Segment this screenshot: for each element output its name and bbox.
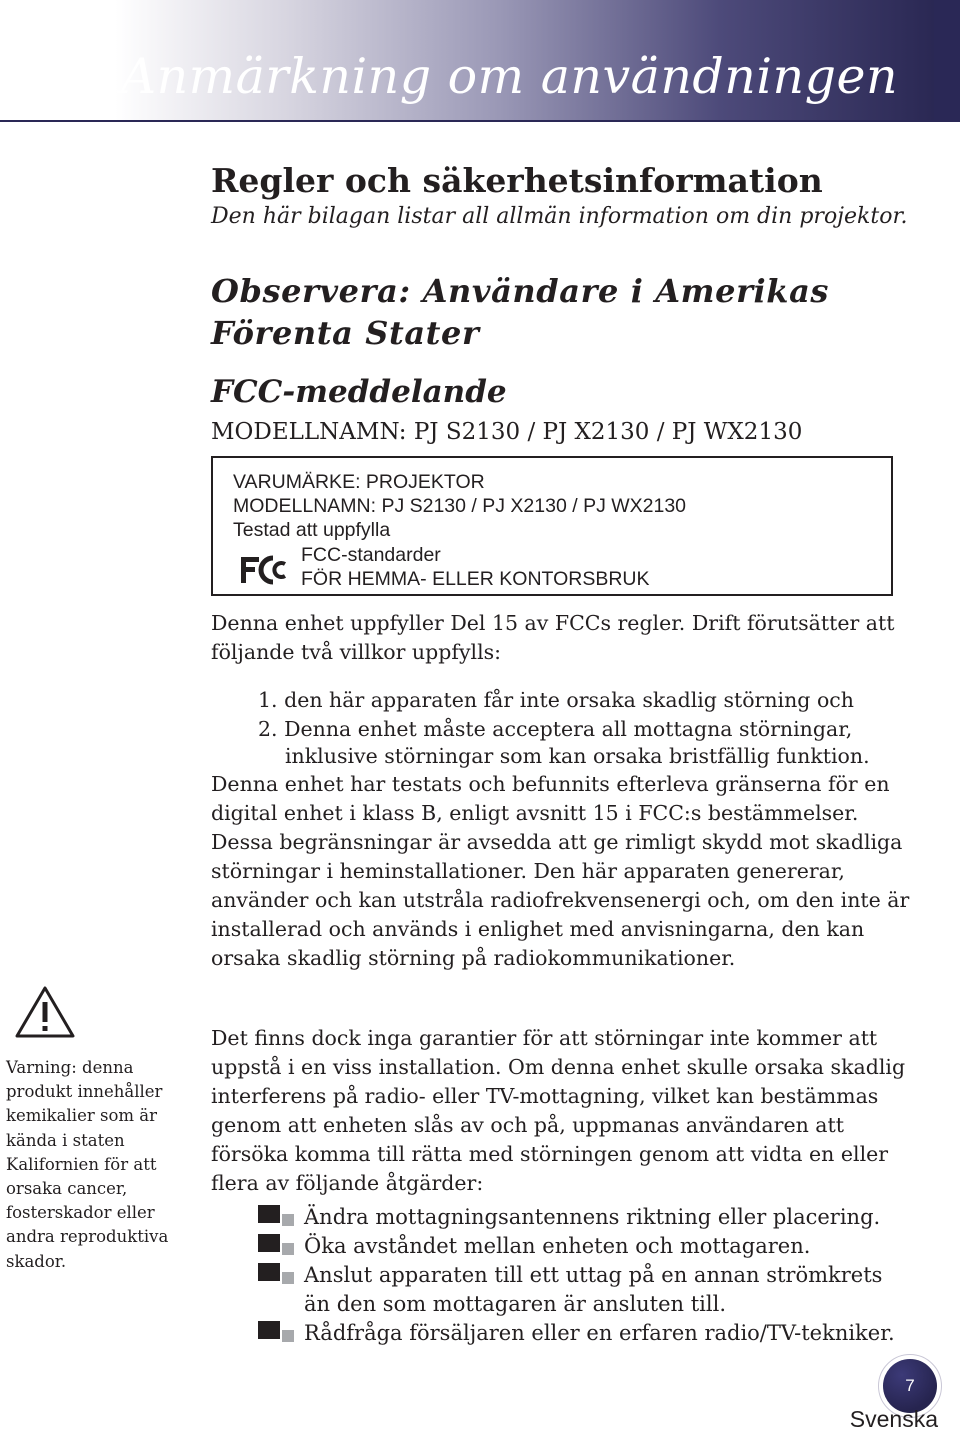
bullet-square-small-icon [282,1272,294,1284]
fcc-compliance-box [211,456,893,596]
header-rule [0,120,960,122]
bullet-square-icon [258,1321,280,1339]
fcc-box-trademark: VARUMÄRKE: PROJEKTOR [233,471,485,493]
list-item-text: Ändra mottagningsantennens riktning eller placering. [304,1205,881,1229]
fcc-box-standards: FCC-standarder [301,544,441,566]
fcc-logo-icon [239,554,289,586]
bullet-square-icon [258,1263,280,1281]
warning-note: Varning: denna produkt innehåller kemikalier som är kända i staten Kalifornien för att orsaka cancer, fosterskador eller andra reproduktiva skador. [6,1058,169,1271]
list-item-text: Rådfråga försäljaren eller en erfaren radio/TV-tekniker. [304,1321,895,1345]
class-b-paragraph: Denna enhet har testats och befunnits efterleva gränserna för en digital enhet i klass B, enligt avsnitt 15 i FCC:s bestämmelser. Dessa begränsningar är avsedda att ge rimligt skydd mot skadliga störningar i heminstallationer. Den här apparaten genererar, använder och kan utstråla radiofrekvensenergi och, om den inte är installerad och används i enlighet med anvisningarna, den kan orsaka skadlig störning på radiokommunikationer. [211,772,910,970]
list-item-text: Anslut apparaten till ett uttag på en annan strömkrets än den som mottagaren är ansluten till. [304,1263,883,1316]
list-item [258,1261,904,1319]
fcc-box-model: MODELLNAMN: PJ S2130 / PJ X2130 / PJ WX2130 [233,495,687,517]
main-content [211,160,911,448]
bullet-square-icon [258,1205,280,1223]
page-header-title: Anmärkning om användningen [120,48,898,105]
fcc-box-usage: FÖR HEMMA- ELLER KONTORSBRUK [301,568,650,590]
fcc-heading: FCC-meddelande [211,374,507,410]
section-heading: Regler och säkerhetsinformation [211,161,823,200]
bullet-square-small-icon [282,1330,294,1342]
bullet-square-icon [258,1234,280,1252]
bullet-square-small-icon [282,1214,294,1226]
list-item-text: Öka avståndet mellan enheten och mottagaren. [304,1234,811,1258]
condition-2-continuation: inklusive störningar som kan orsaka bristfällig funktion. [285,744,870,768]
fcc-intro-paragraph: Denna enhet uppfyller Del 15 av FCCs regler. Drift förutsätter att följande två villkor uppfylls: [211,611,895,664]
section-subtitle: Den här bilagan listar all allmän information om din projektor. [211,204,908,229]
observe-heading: Observera: Användare i Amerikas Förenta Stater [211,272,830,352]
page-number-badge: 7 [883,1359,937,1413]
list-item [258,1319,938,1348]
list-item [258,1232,938,1261]
warning-triangle-icon [14,985,76,1039]
fcc-box-tested: Testad att uppfylla [233,519,391,541]
header-sidebar [934,0,960,122]
condition-1: 1. den här apparaten får inte orsaka skadlig störning och [258,688,854,712]
language-label: Svenska [849,1406,938,1432]
guarantee-paragraph: Det finns dock inga garantier för att störningar inte kommer att uppstå i en viss installation. Om denna enhet skulle orsaka skadlig interferens på radio- eller TV-mottagning, vilket kan bestämmas genom att enheten slås av och på, uppmanas användaren att försöka komma till rätta med störningen genom att vidta en eller flera av följande åtgärder: [211,1026,906,1195]
measures-list [258,1203,938,1348]
list-item [258,1203,938,1232]
model-line: MODELLNAMN: PJ S2130 / PJ X2130 / PJ WX2130 [211,419,803,445]
bullet-square-small-icon [282,1243,294,1255]
condition-2: 2. Denna enhet måste acceptera all mottagna störningar, [258,717,853,741]
